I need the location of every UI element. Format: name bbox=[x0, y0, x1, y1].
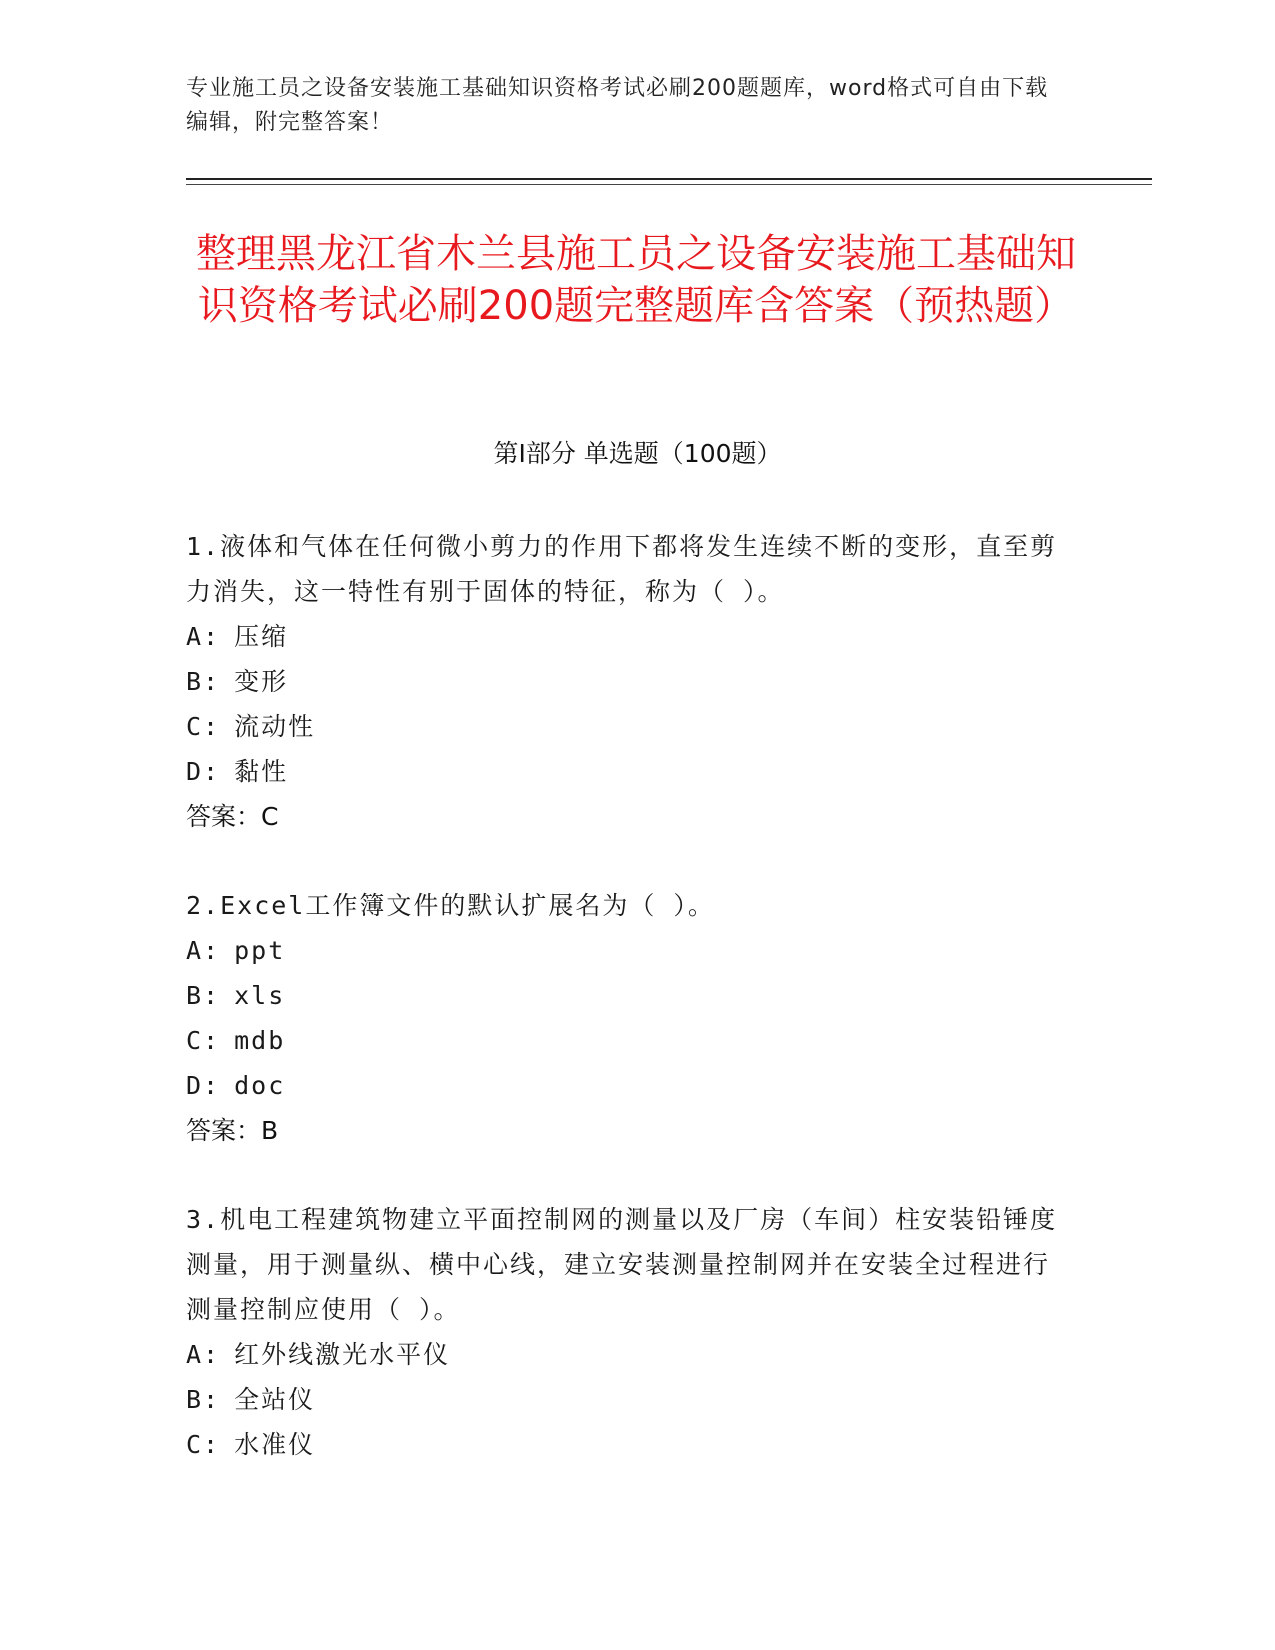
option-text: mdb bbox=[234, 1026, 286, 1055]
question-text: 1.液体和气体在任何微小剪力的作用下都将发生连续不断的变形，直至剪力消失，这一特性有别于固体的特征，称为（ ）。 bbox=[186, 532, 1058, 606]
option-text: 水准仪 bbox=[234, 1430, 316, 1459]
option-c bbox=[186, 1422, 1066, 1467]
option-a bbox=[186, 1332, 1066, 1377]
option-text: 流动性 bbox=[234, 712, 316, 741]
question-3 bbox=[186, 1197, 1066, 1467]
option-key: A: bbox=[186, 936, 221, 965]
option-key: B: bbox=[186, 981, 221, 1010]
option-a bbox=[186, 928, 1066, 973]
document-title: 整理黑龙江省木兰县施工员之设备安装施工基础知识资格考试必刷200题完整题库含答案（预热题） bbox=[196, 231, 1076, 329]
question-text: 3.机电工程建筑物建立平面控制网的测量以及厂房（车间）柱安装铅锤度测量，用于测量纵、横中心线，建立安装测量控制网并在安装全过程进行测量控制应使用（ ）。 bbox=[186, 1205, 1058, 1324]
option-key: B: bbox=[186, 667, 221, 696]
header-note: 专业施工员之设备安装施工基础知识资格考试必刷200题题库，word格式可自由下载编辑，附完整答案！ bbox=[186, 76, 1049, 135]
header-divider-thin bbox=[186, 184, 1152, 185]
option-key: D: bbox=[186, 1071, 221, 1100]
option-text: 全站仪 bbox=[234, 1385, 316, 1414]
option-b bbox=[186, 659, 1066, 704]
section-title: 第Ⅰ部分 单选题（100题） bbox=[493, 439, 782, 468]
answer-label: 答案：B bbox=[186, 1116, 279, 1145]
option-text: 变形 bbox=[234, 667, 289, 696]
option-key: D: bbox=[186, 757, 221, 786]
option-text: 压缩 bbox=[234, 622, 289, 651]
question-1 bbox=[186, 524, 1066, 839]
option-c bbox=[186, 704, 1066, 749]
option-key: C: bbox=[186, 1026, 221, 1055]
option-b bbox=[186, 973, 1066, 1018]
option-c bbox=[186, 1018, 1066, 1063]
option-key: C: bbox=[186, 1430, 221, 1459]
option-key: C: bbox=[186, 712, 221, 741]
option-key: A: bbox=[186, 1340, 221, 1369]
option-key: A: bbox=[186, 622, 221, 651]
option-text: xls bbox=[234, 981, 286, 1010]
answer-label: 答案：C bbox=[186, 802, 279, 831]
question-2 bbox=[186, 883, 1066, 1153]
header-divider-thick bbox=[186, 178, 1152, 180]
option-text: doc bbox=[234, 1071, 286, 1100]
option-d bbox=[186, 1063, 1066, 1108]
question-list bbox=[186, 524, 1066, 1511]
question-text: 2.Excel工作簿文件的默认扩展名为（ ）。 bbox=[186, 891, 715, 920]
option-a bbox=[186, 614, 1066, 659]
option-d bbox=[186, 749, 1066, 794]
option-text: 红外线激光水平仪 bbox=[234, 1340, 451, 1369]
option-b bbox=[186, 1377, 1066, 1422]
option-text: ppt bbox=[234, 936, 286, 965]
option-text: 黏性 bbox=[234, 757, 289, 786]
option-key: B: bbox=[186, 1385, 221, 1414]
